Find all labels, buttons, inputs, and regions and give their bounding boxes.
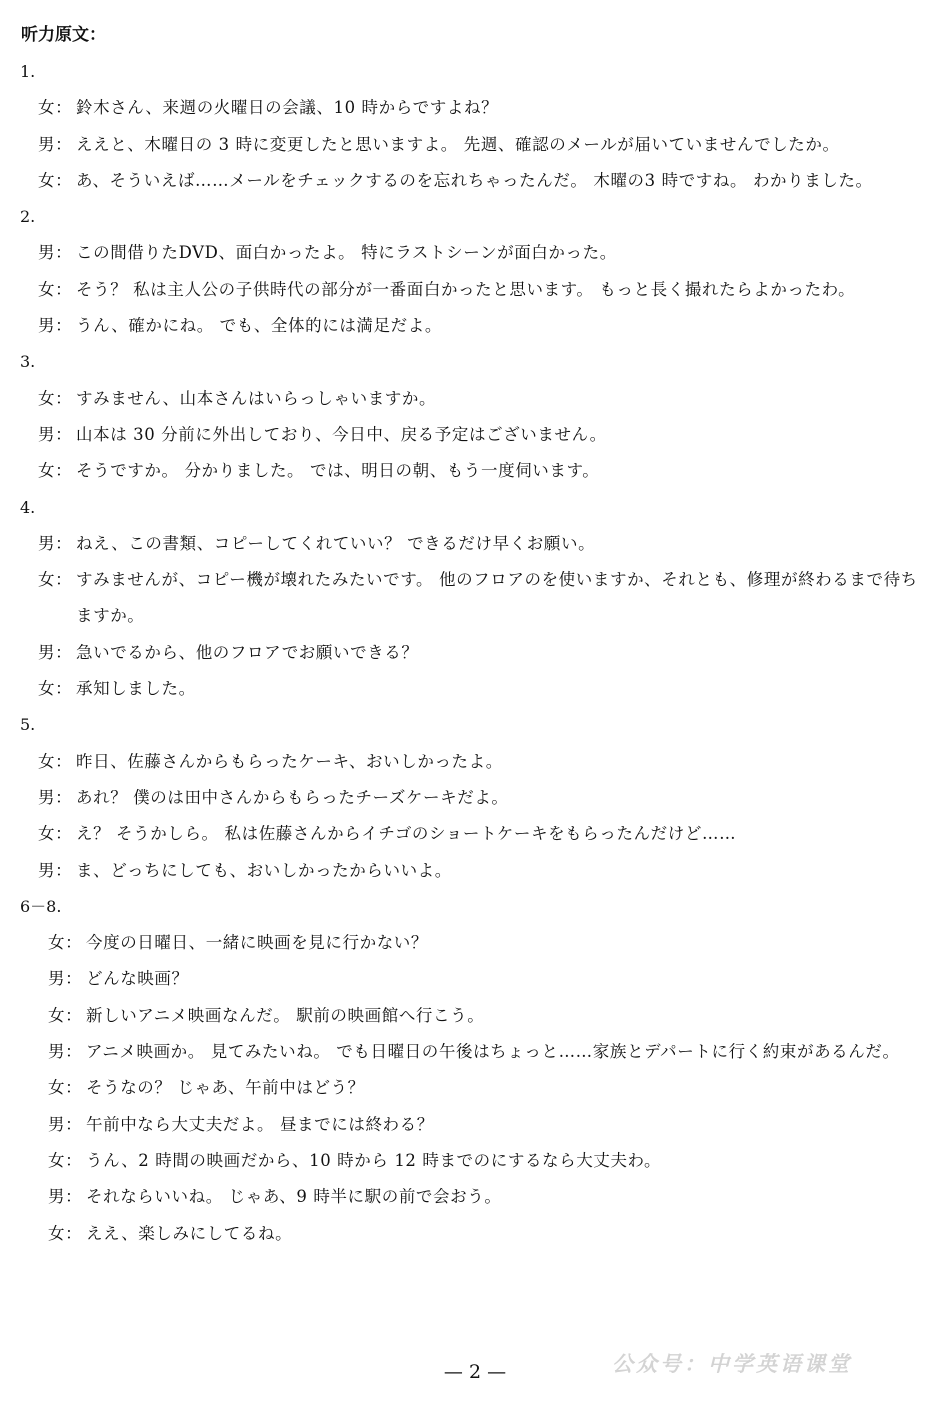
dialogue-line bbox=[0, 526, 928, 562]
speaker-label: 女： bbox=[38, 570, 73, 590]
speaker-label: 女： bbox=[38, 388, 73, 408]
section-number: 3. bbox=[20, 352, 36, 372]
dialogue-text: うん、確かにね。 でも、全体的には満足だよ。 bbox=[76, 316, 442, 336]
dialogue-text: 承知しました。 bbox=[76, 679, 196, 699]
speaker-label: 男： bbox=[38, 424, 73, 444]
speaker-label: 女： bbox=[48, 1078, 83, 1098]
dialogue-line bbox=[0, 90, 928, 126]
section-number: 4. bbox=[20, 497, 36, 517]
page-title: 听力原文： bbox=[21, 25, 106, 45]
dialogue-text: そう？ 私は主人公の子供時代の部分が一番面白かったと思います。 もっと長く撮れたらよかったわ。 bbox=[76, 279, 856, 299]
dialogue-line bbox=[0, 853, 928, 889]
dialogue-line bbox=[0, 780, 928, 816]
speaker-label: 女： bbox=[38, 98, 73, 118]
speaker-label: 女： bbox=[38, 679, 73, 699]
watermark: 公众号：中学英语课堂 bbox=[612, 1352, 852, 1376]
speaker-label: 男： bbox=[38, 533, 73, 553]
dialogue-line bbox=[0, 1143, 928, 1179]
dialogue-line bbox=[0, 961, 928, 997]
dialogue-text: ま、どっちにしても、おいしかったからいいよ。 bbox=[76, 860, 452, 880]
dialogue-text: 急いでるから、他のフロアでお願いできる？ bbox=[76, 642, 419, 662]
speaker-label: 男： bbox=[48, 1042, 83, 1062]
speaker-label: 男： bbox=[38, 642, 73, 662]
dialogue-line bbox=[0, 1107, 928, 1143]
speaker-label: 男： bbox=[48, 1114, 83, 1134]
section-number: 6－8. bbox=[20, 896, 62, 916]
dialogue-text: 午前中なら大丈夫だよ。 昼までには終わる？ bbox=[86, 1114, 434, 1134]
dialogue-text: え？ そうかしら。 私は佐藤さんからイチゴのショートケーキをもらったんだけど…… bbox=[76, 824, 737, 844]
speaker-label: 女： bbox=[48, 933, 83, 953]
dialogue-text: そうなの？ じゃあ、午前中はどう？ bbox=[86, 1078, 365, 1098]
section-number: 2. bbox=[20, 207, 36, 227]
speaker-label: 女： bbox=[48, 1005, 83, 1025]
speaker-label: 男： bbox=[38, 243, 73, 263]
dialogue-line bbox=[0, 562, 928, 635]
speaker-label: 男： bbox=[38, 787, 73, 807]
transcript-body bbox=[0, 54, 950, 1252]
speaker-label: 男： bbox=[48, 969, 83, 989]
dialogue-text: ええ、楽しみにしてるね。 bbox=[86, 1223, 293, 1243]
dialogue-text: ねえ、この書類、コピーしてくれていい？ できるだけ早くお願い。 bbox=[76, 533, 596, 553]
dialogue-line bbox=[0, 671, 928, 707]
dialogue-text: 今度の日曜日、一緒に映画を見に行かない？ bbox=[86, 933, 428, 953]
dialogue-text: アニメ映画か。 見てみたいね。 でも日曜日の午後はちょっと……家族とデパートに行く約束があるんだ。 bbox=[86, 1042, 900, 1062]
dialogue-line bbox=[0, 453, 928, 489]
speaker-label: 男： bbox=[48, 1187, 83, 1207]
speaker-label: 男： bbox=[38, 316, 73, 336]
speaker-label: 女： bbox=[38, 751, 73, 771]
speaker-label: 女： bbox=[38, 824, 73, 844]
dialogue-line bbox=[0, 272, 928, 308]
dialogue-line bbox=[0, 1216, 928, 1252]
dialogue-text: あ、そういえば……メールをチェックするのを忘れちゃったんだ。 木曜の3 時ですね。 わかりました。 bbox=[76, 170, 873, 190]
speaker-label: 女： bbox=[38, 461, 73, 481]
page-number: — 2 — bbox=[443, 1361, 507, 1383]
dialogue-text: 新しいアニメ映画なんだ。 駅前の映画館へ行こう。 bbox=[86, 1005, 485, 1025]
dialogue-line bbox=[0, 925, 928, 961]
dialogue-text: 山本は 30 分前に外出しており、今日中、戻る予定はございません。 bbox=[76, 424, 607, 444]
dialogue-line bbox=[0, 417, 928, 453]
speaker-label: 女： bbox=[48, 1150, 83, 1170]
speaker-label: 女： bbox=[48, 1223, 83, 1243]
dialogue-line bbox=[0, 235, 928, 271]
dialogue-line bbox=[0, 635, 928, 671]
dialogue-text: 鈴木さん、来週の火曜日の会議、10 時からですよね？ bbox=[76, 98, 499, 118]
dialogue-line bbox=[0, 1034, 928, 1070]
dialogue-text: この間借りたDVD、面白かったよ。 特にラストシーンが面白かった。 bbox=[76, 243, 617, 263]
dialogue-line bbox=[0, 998, 928, 1034]
speaker-label: 女： bbox=[38, 170, 73, 190]
dialogue-text: そうですか。 分かりました。 では、明日の朝、もう一度伺います。 bbox=[76, 461, 600, 481]
dialogue-line bbox=[0, 816, 928, 852]
speaker-label: 男： bbox=[38, 860, 73, 880]
dialogue-text: すみませんが、コピー機が壊れたみたいです。 他のフロアのを使いますか、それとも、修理が終わるまで待ちますか。 bbox=[76, 570, 918, 626]
dialogue-line bbox=[0, 163, 928, 199]
dialogue-text: あれ？ 僕のは田中さんからもらったチーズケーキだよ。 bbox=[76, 787, 509, 807]
dialogue-line bbox=[0, 381, 928, 417]
dialogue-line bbox=[0, 1179, 928, 1215]
dialogue-text: 昨日、佐藤さんからもらったケーキ、おいしかったよ。 bbox=[76, 751, 503, 771]
dialogue-text: ええと、木曜日の 3 時に変更したと思いますよ。 先週、確認のメールが届いていませんでしたか。 bbox=[76, 134, 840, 154]
section-number: 1. bbox=[20, 62, 36, 81]
dialogue-line bbox=[0, 744, 928, 780]
speaker-label: 男： bbox=[38, 134, 73, 154]
dialogue-text: うん、2 時間の映画だから、10 時から 12 時までのにするなら大丈夫わ。 bbox=[86, 1150, 662, 1170]
dialogue-text: それならいいね。 じゃあ、9 時半に駅の前で会おう。 bbox=[86, 1187, 502, 1207]
section-number: 5. bbox=[20, 715, 36, 735]
dialogue-line bbox=[0, 127, 928, 163]
speaker-label: 女： bbox=[38, 279, 73, 299]
dialogue-line bbox=[0, 308, 928, 344]
dialogue-line bbox=[0, 1070, 928, 1106]
dialogue-text: すみません、山本さんはいらっしゃいますか。 bbox=[76, 388, 437, 408]
dialogue-text: どんな映画？ bbox=[86, 969, 189, 989]
